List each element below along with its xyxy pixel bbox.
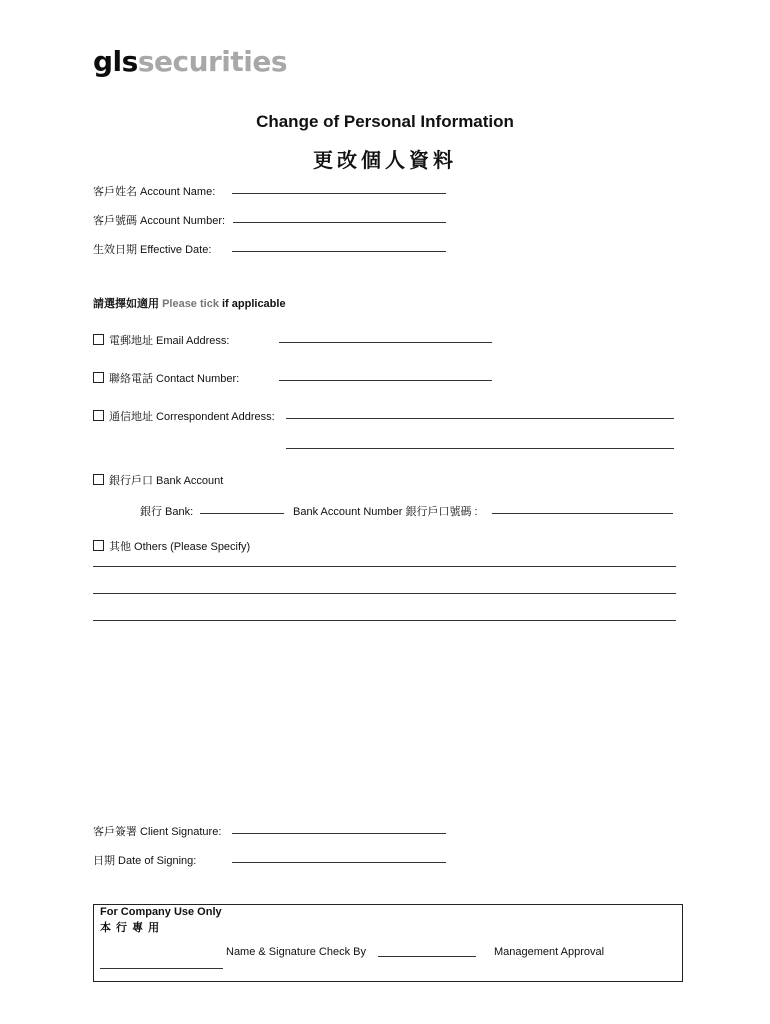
contact-checkbox[interactable]	[93, 372, 104, 383]
address-field-line-1[interactable]	[286, 418, 674, 419]
client-signature-label: 客戶簽署 Client Signature:	[93, 826, 222, 838]
name-signature-check-label: Name & Signature Check By	[226, 946, 367, 958]
bank-account-option	[93, 472, 223, 488]
bank-label: 銀行 Bank:	[140, 506, 194, 518]
email-checkbox[interactable]	[93, 334, 104, 345]
email-option	[93, 332, 229, 348]
address-option	[93, 408, 275, 424]
others-field-line-2[interactable]	[93, 593, 676, 594]
name-signature-check-field[interactable]	[378, 956, 476, 957]
contact-label: 聯絡電話 Contact Number:	[109, 373, 240, 385]
others-label: 其他 Others (Please Specify)	[109, 541, 251, 553]
account-name-label: 客戶姓名 Account Name:	[93, 186, 216, 198]
address-label: 通信地址 Correspondent Address:	[109, 411, 275, 423]
form-title: Change of Personal Information	[256, 112, 514, 131]
bank-account-checkbox[interactable]	[93, 474, 104, 485]
bank-account-label: 銀行戶口 Bank Account	[109, 475, 224, 487]
company-use-title-cn: 本 行 專 用	[100, 922, 161, 934]
account-number-label: 客戶號碼 Account Number:	[93, 215, 226, 227]
account-name-field[interactable]	[232, 193, 446, 194]
address-checkbox[interactable]	[93, 410, 104, 421]
others-option	[93, 538, 250, 554]
tick-instruction	[93, 295, 286, 311]
bank-account-number-field[interactable]	[492, 513, 673, 514]
account-number-field[interactable]	[233, 222, 446, 223]
address-field-line-2[interactable]	[286, 448, 674, 449]
client-signature-field[interactable]	[232, 833, 446, 834]
form-title-chinese: 更改個人資料	[313, 150, 457, 172]
others-field-line-1[interactable]	[93, 566, 676, 567]
company-use-title: For Company Use Only	[100, 906, 222, 918]
management-approval-field[interactable]	[100, 968, 223, 969]
email-label: 電郵地址 Email Address:	[109, 335, 230, 347]
logo-text-gls: gls	[93, 45, 138, 78]
instruction-please-tick: Please tick	[162, 298, 219, 310]
date-of-signing-label: 日期 Date of Signing:	[93, 855, 197, 867]
instruction-cn: 請選擇如適用	[93, 298, 159, 310]
management-approval-label: Management Approval	[494, 946, 605, 958]
logo-text-securities: securities	[137, 45, 288, 78]
contact-field[interactable]	[279, 380, 492, 381]
effective-date-label: 生效日期 Effective Date:	[93, 244, 212, 256]
bank-account-number-label: Bank Account Number 銀行戶口號碼 :	[293, 506, 478, 518]
contact-option	[93, 370, 239, 386]
others-checkbox[interactable]	[93, 540, 104, 551]
date-of-signing-field[interactable]	[232, 862, 446, 863]
email-field[interactable]	[279, 342, 492, 343]
bank-field[interactable]	[200, 513, 284, 514]
instruction-if-applicable: if applicable	[222, 298, 286, 310]
company-logo	[93, 44, 287, 80]
others-field-line-3[interactable]	[93, 620, 676, 621]
effective-date-field[interactable]	[232, 251, 446, 252]
